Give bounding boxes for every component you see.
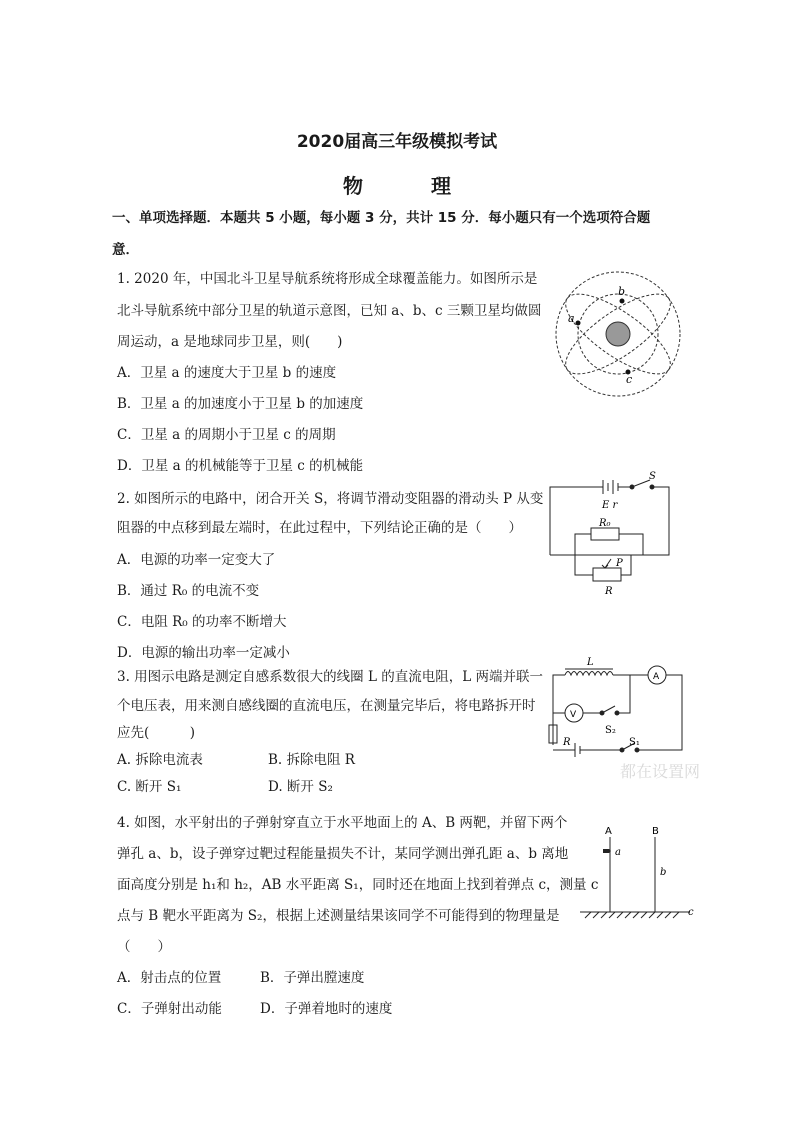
page-title: 2020届高三年级模拟考试 xyxy=(296,132,498,152)
q1-stem-line: 周运动，a 是地球同步卫星，则( ) xyxy=(117,334,343,350)
label-c: c xyxy=(626,373,633,386)
q1-option-d: D．卫星 a 的机械能等于卫星 c 的机械能 xyxy=(117,458,364,474)
q4-option-c: C．子弹射出动能 xyxy=(117,1001,222,1017)
q4-option-a: A．射击点的位置 xyxy=(117,970,222,986)
switch-lever xyxy=(632,480,650,487)
q4-option-d: D．子弹着地时的速度 xyxy=(260,1001,393,1017)
section-heading-line: 一、单项选择题．本题共 5 小题，每小题 3 分，共计 15 分．每小题只有一个选项符合题 xyxy=(112,210,651,226)
q3-option-d: D. 断开 S₂ xyxy=(268,779,333,795)
label-a-meter: A xyxy=(653,672,660,682)
label-er: E r xyxy=(602,500,618,511)
watermark: 都在设置网 xyxy=(620,762,701,781)
q1-option-a: A．卫星 a 的速度大于卫星 b 的速度 xyxy=(117,365,337,381)
q2-option-b: B．通过 R₀ 的电流不变 xyxy=(117,583,260,599)
resistor-r xyxy=(593,568,621,581)
q3-option-a: A. 拆除电流表 xyxy=(117,752,203,768)
label-s2: S₂ xyxy=(605,725,616,736)
circuit-figure-q2 xyxy=(545,467,675,597)
label-a: a xyxy=(568,312,575,325)
switch-s2-lever xyxy=(602,706,615,713)
q1-option-c: C．卫星 a 的周期小于卫星 c 的周期 xyxy=(117,427,336,443)
label-v-meter: V xyxy=(570,710,577,720)
q3-stem-line: 3. 用图示电路是测定自感系数很大的线圈 L 的直流电阻，L 两端并联一 xyxy=(117,669,543,685)
q2-stem-line: 2. 如图所示的电路中，闭合开关 S，将调节滑动变阻器的滑动头 P 从变 xyxy=(117,491,544,507)
label-r: R xyxy=(605,586,613,597)
q2-stem-line: 阻器的中点移到最左端时，在此过程中，下列结论正确的是（ ） xyxy=(117,520,522,536)
label-s: S xyxy=(649,471,656,482)
label-l: L xyxy=(587,657,594,668)
q2-option-c: C．电阻 R₀ 的功率不断增大 xyxy=(117,614,287,630)
q1-stem-line: 1. 2020 年，中国北斗卫星导航系统将形成全球覆盖能力。如图所示是 xyxy=(117,271,538,287)
satellite-a xyxy=(576,321,581,326)
label-B: B xyxy=(652,826,659,837)
q4-stem-line: 面高度分别是 h₁和 h₂，AB 水平距离 S₁，同时还在地面上找到着弹点 c，测量 c xyxy=(117,877,599,893)
label-b: b xyxy=(660,867,667,878)
label-s1: S₁ xyxy=(629,737,640,748)
coil-l xyxy=(565,672,613,676)
subject-title: 物 理 xyxy=(343,174,475,198)
q3-option-b: B. 拆除电阻 R xyxy=(268,752,355,768)
label-p: P xyxy=(616,558,623,569)
q1-option-b: B．卫星 a 的加速度小于卫星 b 的加速度 xyxy=(117,396,364,412)
earth-icon xyxy=(606,322,630,346)
section-heading-line: 意． xyxy=(112,242,139,258)
target-figure-q4 xyxy=(575,822,697,922)
q4-stem-line: 4. 如图，水平射出的子弹射穿直立于水平地面上的 A、B 两靶，并留下两个 xyxy=(117,815,568,831)
satellite-b xyxy=(620,299,625,304)
q3-stem-line: 应先( ) xyxy=(117,725,196,741)
circuit-figure-q3 xyxy=(545,655,690,760)
q4-option-b: B．子弹出膛速度 xyxy=(260,970,365,986)
satellite-orbit-figure xyxy=(552,268,687,400)
label-r: R xyxy=(563,737,571,748)
q4-stem-line: 弹孔 a、b，设子弹穿过靶过程能量损失不计，某同学测出弹孔距 a、b 离地 xyxy=(117,846,569,862)
switch-contact xyxy=(650,485,654,489)
label-c: c xyxy=(688,907,694,918)
section-heading xyxy=(112,202,687,266)
q3-stem-line: 个电压表，用来测自感线圈的直流电压，在测量完毕后，将电路拆开时 xyxy=(117,698,536,714)
q4-stem-line: （ ） xyxy=(117,939,171,955)
resistor-r0 xyxy=(591,528,619,540)
q2-option-d: D．电源的输出功率一定减小 xyxy=(117,645,290,661)
label-A: A xyxy=(605,826,612,837)
q3-option-c: C. 断开 S₁ xyxy=(117,779,182,795)
q2-option-a: A．电源的功率一定变大了 xyxy=(117,552,276,568)
q4-stem-line: 点与 B 靶水平距离为 S₂，根据上述测量结果该同学不可能得到的物理量是 xyxy=(117,908,560,924)
label-a: a xyxy=(615,847,621,858)
label-r0: R₀ xyxy=(599,518,611,529)
q1-stem-line: 北斗导航系统中部分卫星的轨道示意图，已知 a、b、c 三颗卫星均做圆 xyxy=(117,303,542,319)
label-b: b xyxy=(618,285,626,298)
